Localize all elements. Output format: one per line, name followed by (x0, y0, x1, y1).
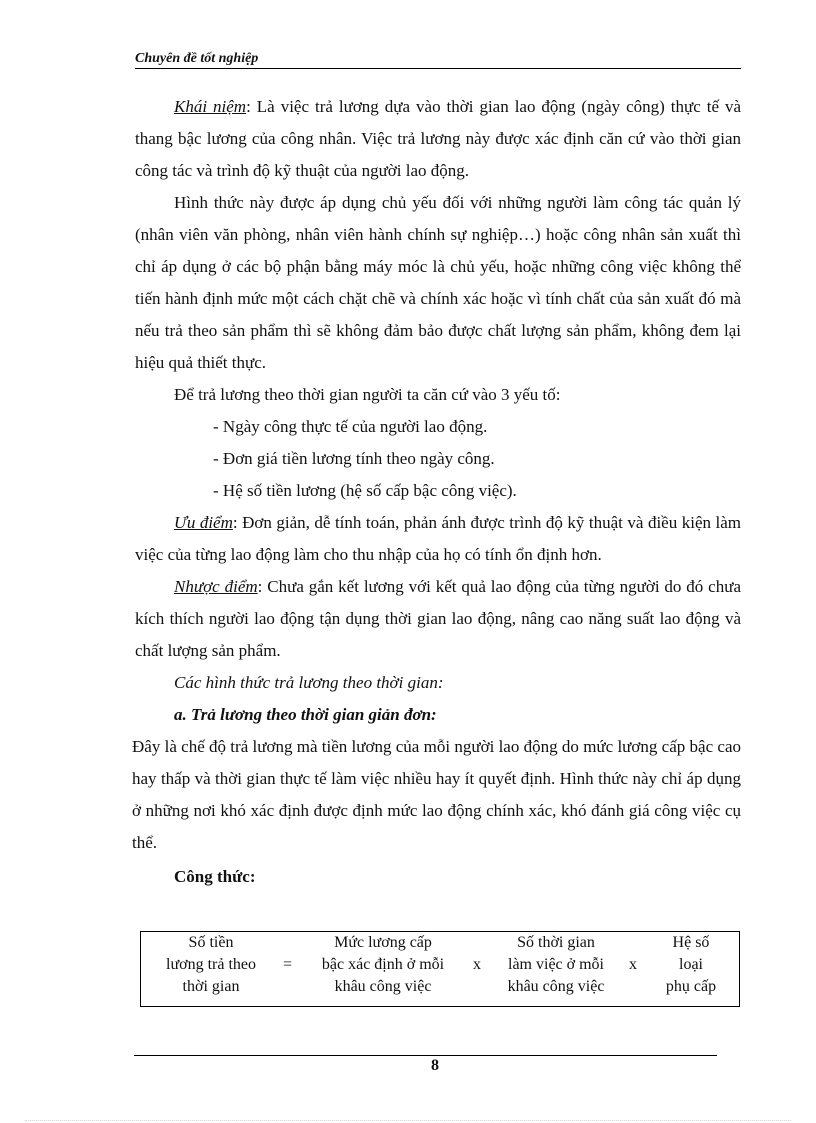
formula-term-wage (147, 932, 275, 998)
disadvantages-text: : Chưa gắn kết lương với kết quả lao động của từng người do đó chưa kích thích người lao động tận dụng thời gian lao động, nâng cao năng suất lao động và chất lượng sản phẩm. (135, 577, 741, 660)
formula-line: phụ cấp (665, 978, 717, 995)
paragraph-simple-time-wage: Đây là chế độ trả lương mà tiền lương của mỗi người lao động do mức lương cấp bậc cao hay thấp và thời gian thực tế làm việc nhiều hay ít quyết định. Hình thức này chỉ áp dụng ở những nơi khó xác định được định mức lao động chính xác, khó đánh giá công việc cụ thể. (132, 737, 741, 852)
formula-line: Số tiền (188, 934, 234, 951)
formula-line: Hệ số (672, 934, 710, 951)
formula-equals: = (283, 956, 293, 973)
advantages-text: : Đơn giản, dễ tính toán, phản ánh được trình độ kỹ thuật và điều kiện làm việc của từng lao động làm cho thu nhập của họ có tính ổn định hơn. (135, 513, 741, 564)
header-title: Chuyên đề tốt nghiệp (135, 51, 259, 66)
term-disadvantages: Nhược điểm (174, 577, 258, 596)
formula-term-allowance (651, 932, 731, 998)
factor-item-3: - Hệ số tiền lương (hệ số cấp bậc công việc). (213, 481, 517, 500)
paragraph-concept (135, 91, 741, 187)
page-header (135, 50, 741, 69)
document-body (132, 91, 742, 893)
factor-item-1: - Ngày công thực tế của người lao động. (213, 417, 488, 436)
section-heading-a: a. Trả lương theo thời gian giản đơn: (174, 705, 437, 724)
formula-label: Công thức: (174, 867, 256, 886)
formula-line: Mức lương cấp (334, 934, 432, 951)
formula-line: khâu công việc (334, 978, 432, 995)
formula-term-wage-level (303, 932, 463, 998)
formula-line: làm việc ở mỗi (508, 956, 604, 973)
concept-text: : Là việc trả lương dựa vào thời gian lao động (ngày công) thực tế và thang bậc lương của công nhân. Việc trả lương này được xác định căn cứ vào thời gian công tác và trình độ kỹ thuật của người lao động. (135, 97, 742, 180)
paragraph-scope: Hình thức này được áp dụng chủ yếu đối với những người làm công tác quản lý (nhân viên văn phòng, nhân viên hành chính sự nghiệp…) hoặc công nhân sản xuất thì chỉ áp dụng ở các bộ phận bằng máy móc là chủ yếu, hoặc những công việc không thể tiến hành định mức một cách chặt chẽ và chính xác hoặc vì tính chất của sản xuất đó mà nếu trả theo sản phẩm thì sẽ không đảm bảo được chất lượng sản phẩm, không đem lại hiệu quả thiết thực. (135, 193, 741, 372)
paragraph-forms-intro: Các hình thức trả lương theo thời gian: (174, 673, 444, 692)
page-edge-divider (25, 1120, 791, 1121)
formula-multiply-1: x (473, 956, 481, 973)
formula-line: thời gian (182, 978, 240, 995)
formula-line: bậc xác định ở mỗi (321, 956, 445, 973)
formula-line: khâu công việc (507, 978, 605, 995)
formula-line: loại (679, 956, 703, 973)
formula-term-work-time (491, 932, 621, 998)
formula-line: Số thời gian (517, 934, 595, 951)
formula-line: lương trả theo (166, 956, 256, 973)
paragraph-disadvantages (135, 571, 741, 667)
term-advantages: Ưu điểm (174, 513, 233, 532)
formula-box (140, 931, 740, 1007)
factor-item-2: - Đơn giá tiền lương tính theo ngày công. (213, 449, 495, 468)
page-number: 8 (431, 1057, 439, 1074)
formula-multiply-2: x (629, 956, 637, 973)
term-concept: Khái niệm (174, 97, 247, 116)
paragraph-factors-intro: Để trả lương theo thời gian người ta căn cứ vào 3 yếu tố: (174, 385, 561, 404)
paragraph-advantages (135, 507, 741, 571)
